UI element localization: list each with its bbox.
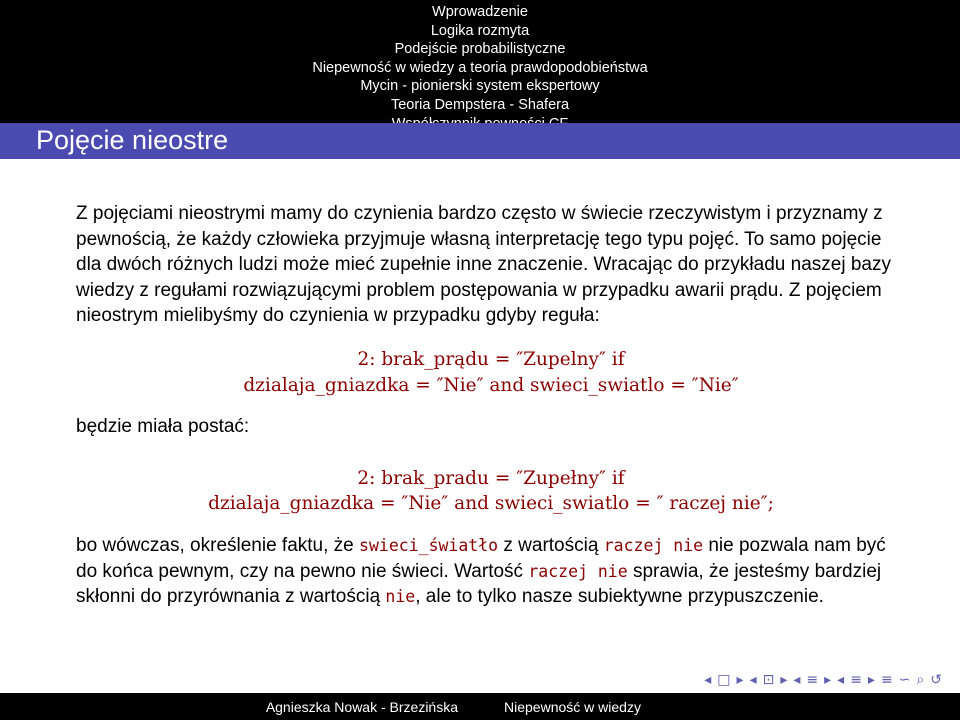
nav-next-subsection-icon[interactable]: ▸ <box>780 672 788 688</box>
nav-search-icon[interactable]: ⌕ <box>916 672 925 688</box>
footer <box>0 693 960 720</box>
toc-item-dempster-shafer[interactable]: Teoria Dempstera - Shafera <box>390 96 570 113</box>
toc-item-intro[interactable]: Wprowadzenie <box>432 4 528 20</box>
code-nie: nie <box>385 587 416 607</box>
nav-section-icon[interactable]: ≡ <box>806 672 819 688</box>
code-raczej-nie: raczej nie <box>603 535 704 555</box>
code-raczej-nie-2: raczej nie <box>528 561 628 581</box>
nav-next-frame-icon[interactable]: ▸ <box>736 672 744 688</box>
nav-prev-frame-icon[interactable]: ◂ <box>704 672 712 688</box>
rule-original <box>76 347 906 398</box>
slide-body <box>76 201 906 610</box>
conclusion-text-b: z wartością <box>498 534 604 556</box>
intro-paragraph: Z pojęciami nieostrymi mamy do czynienia bardzo często w świecie rzeczywistym i przyznamy z pewnością, że każdy człowieka przyjmuje własną interpretację tego typu pojęć. To samo pojęcie dla dwóch różnych ludzi może mieć zupełnie inne znaczenie. Wracając do przykładu naszej bazy wiedzy z regułami rozwiązującymi problem postępowania w przypadku awarii prądu. Z pojęciem nieostrym mielibyśmy do czynienia w przypadku gdyby reguła: <box>76 203 891 327</box>
code-swieci-swiatlo: swieci_światło <box>359 535 499 555</box>
conclusion-text-e: , ale to tylko nasze subiektywne przypuszczenie. <box>415 586 824 608</box>
rule-fuzzy <box>76 466 906 517</box>
nav-document-icon[interactable]: ≡ <box>880 672 893 688</box>
conclusion-paragraph <box>76 533 906 610</box>
nav-prev-section-icon[interactable]: ◂ <box>793 672 801 688</box>
nav-part-icon[interactable]: ≡ <box>850 672 862 688</box>
conclusion-text-c: nie pozwala nam być do końca pewnym, czy na pewno nie świeci. Wartość <box>76 534 886 582</box>
rule-original-line-1: 2: brak_prądu = ″Zupelny″ if <box>357 348 625 370</box>
nav-frame-icon[interactable]: □ <box>717 672 731 688</box>
nav-back-icon[interactable]: ∽ <box>898 672 911 688</box>
conclusion-text-a: bo wówczas, określenie faktu, że <box>76 534 360 556</box>
toc-item-fuzzy-logic[interactable]: Logika rozmyta <box>430 22 530 39</box>
section-navigation <box>0 0 960 123</box>
frame-title: Pojęcie nieostre <box>36 125 229 155</box>
nav-subsection-icon[interactable]: ⊡ <box>762 672 775 688</box>
nav-forward-icon[interactable]: ↺ <box>930 672 942 688</box>
toc-item-probabilistic[interactable]: Podejście probabilistyczne <box>394 41 566 58</box>
footer-title: Niepewność w wiedzy <box>480 693 960 720</box>
nav-prev-subsection-icon[interactable]: ◂ <box>749 672 757 688</box>
rule-fuzzy-line-2: dzialaja_gniazdka = ″Nie″ and swieci_swiatlo = ″ raczej nie″; <box>208 493 774 515</box>
conclusion-text-d: sprawia, że jesteśmy bardziej skłonni do przyrównania z wartością <box>76 560 882 608</box>
rule-original-line-2: dzialaja_gniazdka = ″Nie″ and swieci_swiatlo = ″Nie″ <box>243 374 739 396</box>
nav-next-section-icon[interactable]: ▸ <box>824 672 832 688</box>
transition-paragraph: będzie miała postać: <box>76 416 250 438</box>
nav-prev-part-icon[interactable]: ◂ <box>837 672 845 688</box>
toc-item-mycin[interactable]: Mycin - pionierski system ekspertowy <box>360 78 600 95</box>
beamer-navigation <box>704 672 942 688</box>
nav-next-part-icon[interactable]: ▸ <box>867 672 875 688</box>
footer-author: Agnieszka Nowak - Brzezińska <box>0 693 480 720</box>
toc-item-uncertainty[interactable]: Niepewność w wiedzy a teoria prawdopodobieństwa <box>312 59 648 76</box>
rule-fuzzy-line-1: 2: brak_pradu = ″Zupełny″ if <box>357 467 625 489</box>
